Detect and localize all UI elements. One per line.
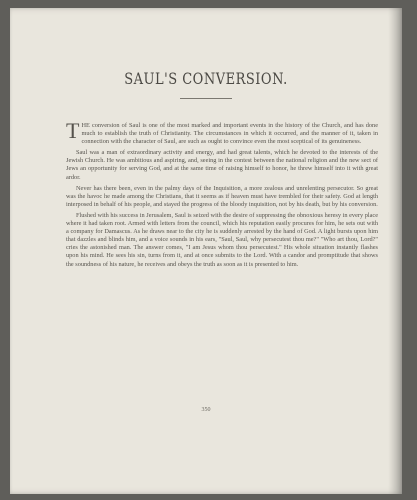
drop-cap: T: [66, 118, 80, 143]
paragraph-1-text: HE conversion of Saul is one of the most marked and important events in the history of the Church, and has done much to establish the truth of Christianity. The circumstances in which it occurred, and the manner of it, taken in connection with the character of Saul, are such as ought to convince even the most sceptical of its genuineness.: [81, 122, 378, 146]
paragraph-3: Never has there been, even in the palmy days of the Inquisition, a more zealous and unrelenting persecutor. So great was the havoc he made among the Christians, that it seems as if heaven must have trembled for their safety. God at length interposed in behalf of his people, and stayed the progress of the bloody inquisition, not by his death, but by his conversion.: [66, 184, 378, 208]
title-rule: [180, 98, 232, 99]
book-page: [10, 8, 402, 494]
paragraph-1: [66, 118, 378, 146]
page-title: SAUL'S CONVERSION.: [124, 70, 288, 89]
paragraph-4: Flushed with his success in Jerusalem, Saul is seized with the desire of suppressing the obnoxious heresy in every place where it had taken root. Armed with letters from the council, which his reputation easily procures for him, he sets out with a company for Damascus. As he draws near to the city he is suddenly arrested by the hand of God. A light bursts upon him that dazzles and blinds him, and a voice sounds in his ears, "Saul, Saul, why persecutest thou me?" "Who art thou, Lord?" cries the astonished man. The answer comes, "I am Jesus whom thou persecutest." His whole situation instantly flashes upon his mind. He sees his sin, turns from it, and at once submits to the Lord. With a candor and promptitude that shows the soundness of his nature, he receives and obeys the truth as soon as it is presented to him.: [66, 211, 378, 268]
paragraph-2: Saul was a man of extraordinary activity and energy, and had great talents, which he devoted to the interests of the Jewish Church. He was ambitious and aspiring, and, seeing in the contest between the national religion and the new sect of Jews an opportunity for serving God, and at the same time of raising himself to honor, he threw himself into it with great ardor.: [66, 149, 378, 181]
body-text: [66, 118, 378, 272]
page-number: 350: [201, 407, 211, 413]
